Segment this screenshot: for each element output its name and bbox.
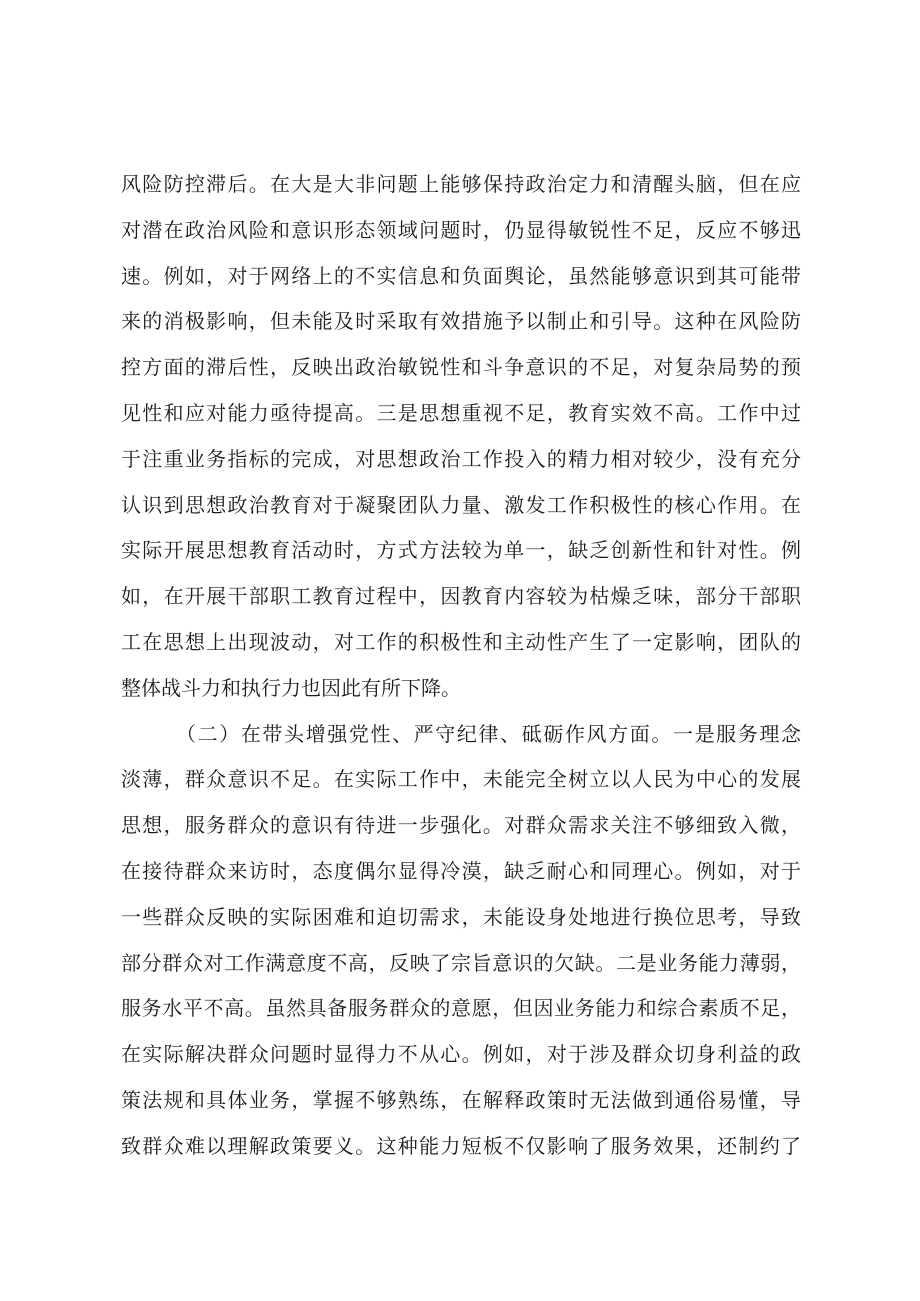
text-line: 思想，服务群众的意识有待进一步强化。对群众需求关注不够细致入微， — [121, 813, 801, 838]
text-line: 速。例如，对于网络上的不实信息和负面舆论，虽然能够意识到其可能带 — [121, 263, 801, 288]
text-line: 致群众难以理解政策要义。这种能力短板不仅影响了服务效果，还制约了 — [121, 1133, 801, 1158]
text-line: 在接待群众来访时，态度偶尔显得冷漠，缺乏耐心和同理心。例如，对于 — [121, 858, 801, 883]
paragraph-2 — [121, 712, 801, 1170]
text-line: 控方面的滞后性，反映出政治敏锐性和斗争意识的不足，对复杂局势的预 — [121, 355, 801, 380]
text-line: 整体战斗力和执行力也因此有所下降。 — [121, 675, 461, 700]
text-line: 风险防控滞后。在大是大非问题上能够保持政治定力和清醒头脑，但在应 — [121, 172, 801, 196]
paragraph-1 — [121, 162, 801, 712]
text-line: 服务水平不高。虽然具备服务群众的意愿，但因业务能力和综合素质不足， — [121, 996, 801, 1021]
text-line: 在实际解决群众问题时显得力不从心。例如，对于涉及群众切身利益的政 — [121, 1042, 801, 1067]
text-line: 工在思想上出现波动，对工作的积极性和主动性产生了一定影响，团队的 — [121, 629, 801, 654]
text-line: 部分群众对工作满意度不高，反映了宗旨意识的欠缺。二是业务能力薄弱， — [121, 950, 801, 975]
text-line: 认识到思想政治教育对于凝聚团队力量、激发工作积极性的核心作用。在 — [121, 492, 801, 517]
section-heading-line: （二）在带头增强党性、严守纪律、砥砺作风方面。一是服务理念 — [176, 721, 801, 746]
text-line: 来的消极影响，但未能及时采取有效措施予以制止和引导。这种在风险防 — [121, 309, 801, 334]
text-line: 实际开展思想教育活动时，方式方法较为单一，缺乏创新性和针对性。例 — [121, 538, 801, 563]
document-body — [121, 162, 801, 1170]
text-line: 一些群众反映的实际困难和迫切需求，未能设身处地进行换位思考，导致 — [121, 904, 801, 929]
text-line: 淡薄，群众意识不足。在实际工作中，未能完全树立以人民为中心的发展 — [121, 767, 801, 792]
text-line: 如，在开展干部职工教育过程中，因教育内容较为枯燥乏味，部分干部职 — [121, 584, 801, 609]
text-line: 对潜在政治风险和意识形态领域问题时，仍显得敏锐性不足，反应不够迅 — [121, 217, 801, 242]
text-line: 见性和应对能力亟待提高。三是思想重视不足，教育实效不高。工作中过 — [121, 400, 801, 425]
text-line: 于注重业务指标的完成，对思想政治工作投入的精力相对较少，没有充分 — [121, 446, 801, 471]
text-line: 策法规和具体业务，掌握不够熟练，在解释政策时无法做到通俗易懂，导 — [121, 1087, 801, 1112]
